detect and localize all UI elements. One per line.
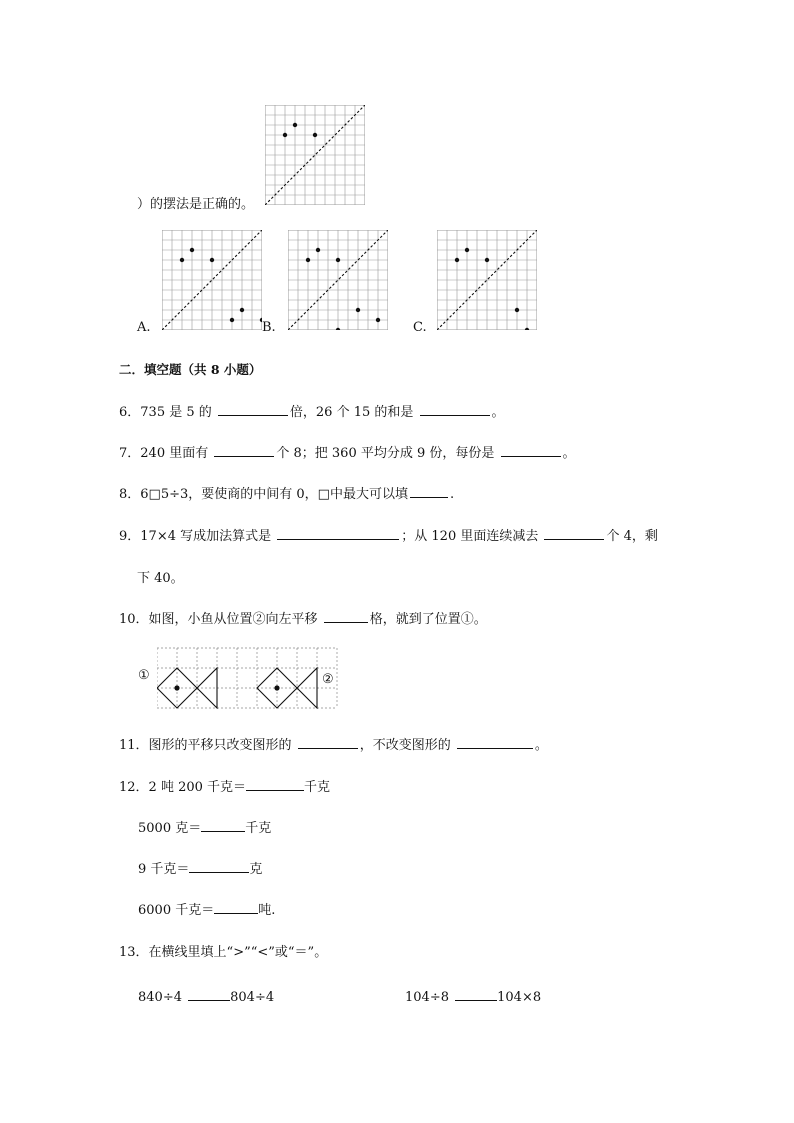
- grid-dot: [376, 318, 380, 322]
- grid-dot: [336, 258, 340, 262]
- q10-position-2-label: ②: [322, 672, 334, 687]
- q12-blank-1[interactable]: [246, 777, 304, 791]
- grid-dot: [356, 308, 360, 312]
- grid-dot: [190, 248, 194, 252]
- q6-blank-1[interactable]: [218, 402, 288, 416]
- grid-dot: [465, 248, 469, 252]
- grid-dot: [455, 258, 459, 262]
- q9-text-2: ；从 120 里面连续减去: [401, 529, 539, 544]
- q13-e1-right: 804÷4: [230, 990, 275, 1005]
- q13-e2-right: 104×8: [497, 990, 542, 1005]
- fish-1-eye: [174, 685, 179, 690]
- q12-blank-3[interactable]: [189, 859, 249, 873]
- question-9: [119, 525, 658, 544]
- q12-text-1a: 2 吨 200 千克＝: [148, 780, 247, 795]
- fish-2-eye: [274, 685, 279, 690]
- question-8: [119, 483, 454, 502]
- q9-blank-2[interactable]: [544, 526, 604, 540]
- question-13: [119, 941, 327, 960]
- q6-text-3: 。: [491, 405, 505, 420]
- question-12-line-4: [138, 899, 275, 918]
- grid-dot: [336, 328, 340, 330]
- q9-text-3: 个 4，剩: [606, 529, 658, 544]
- q9-number: 9．: [119, 529, 141, 544]
- q7-blank-2[interactable]: [501, 443, 561, 457]
- q5-option-b-label[interactable]: B.: [262, 320, 276, 335]
- q13-blank-2[interactable]: [455, 987, 497, 1001]
- q13-blank-1[interactable]: [188, 987, 230, 1001]
- q12-text-1b: 千克: [304, 780, 331, 795]
- question-6: [119, 401, 505, 420]
- q12-text-4a: 6000 千克＝: [138, 903, 215, 918]
- grid-dot: [230, 318, 234, 322]
- q10-text-1: 如图，小鱼从位置②向左平移: [148, 612, 318, 627]
- q13-text: 在横线里填上“>”“<”或“＝”。: [148, 945, 328, 960]
- question-12-line-1: [119, 776, 330, 795]
- q9-blank-1[interactable]: [277, 526, 399, 540]
- q13-expression-1: [138, 987, 274, 1005]
- question-12-line-2: [138, 817, 271, 836]
- grid-dot: [283, 133, 287, 137]
- grid-dot: [293, 123, 297, 127]
- q12-blank-4[interactable]: [214, 900, 258, 914]
- q10-position-1-label: ①: [138, 668, 150, 683]
- q11-blank-2[interactable]: [457, 735, 533, 749]
- q7-text-3: 。: [562, 446, 576, 461]
- q6-text-1: 735 是 5 的: [140, 405, 212, 420]
- section-title: 二．填空题（共 8 小题）: [119, 362, 262, 377]
- q5-option-a-grid[interactable]: [162, 230, 262, 330]
- grid-dot: [180, 258, 184, 262]
- grid-dot: [515, 308, 519, 312]
- grid-dot: [306, 258, 310, 262]
- q13-e2-left: 104÷8: [405, 990, 449, 1005]
- q11-text-2: ，不改变图形的: [359, 738, 451, 753]
- q5-suffix: ）的摆法是正确的。: [137, 197, 255, 212]
- q8-blank[interactable]: [410, 484, 448, 498]
- q5-option-c-label[interactable]: C.: [413, 320, 427, 335]
- q5-option-a-label[interactable]: A.: [137, 320, 151, 335]
- q7-text-1: 240 里面有: [140, 446, 209, 461]
- question-12-line-3: [138, 858, 262, 877]
- q9-line-2: 下 40。: [137, 571, 184, 586]
- q12-text-4b: 吨.: [258, 903, 276, 918]
- q12-number: 12．: [119, 780, 149, 795]
- q10-number: 10．: [119, 612, 149, 627]
- question-10: [119, 608, 487, 627]
- q10-text-2: 格，就到了位置①。: [369, 612, 487, 627]
- q12-text-2b: 千克: [245, 821, 272, 836]
- question-11: [119, 734, 548, 753]
- q5-example-grid: [265, 105, 365, 205]
- q12-blank-2[interactable]: [201, 818, 245, 832]
- grid-dot: [525, 328, 529, 330]
- q8-text-2: .: [449, 487, 455, 502]
- q7-blank-1[interactable]: [214, 443, 274, 457]
- grid-dot: [313, 133, 317, 137]
- q8-number: 8．: [119, 487, 141, 502]
- q11-text-3: 。: [534, 738, 548, 753]
- q12-text-3a: 9 千克＝: [138, 862, 190, 877]
- q11-text-1: 图形的平移只改变图形的: [148, 738, 292, 753]
- q9-text-1: 17×4 写成加法算式是: [140, 529, 272, 544]
- q6-text-2: 倍，26 个 15 的和是: [289, 405, 414, 420]
- q11-number: 11．: [119, 738, 149, 753]
- q13-e1-left: 840÷4: [138, 990, 182, 1005]
- q12-text-3b: 克: [249, 862, 263, 877]
- question-7: [119, 442, 576, 461]
- q12-text-2a: 5000 克＝: [138, 821, 202, 836]
- q10-fish-grid: [157, 647, 339, 709]
- grid-dot: [240, 308, 244, 312]
- q13-number: 13．: [119, 945, 149, 960]
- q5-option-c-grid[interactable]: [437, 230, 537, 330]
- grid-dot: [485, 258, 489, 262]
- q10-blank[interactable]: [324, 609, 368, 623]
- q6-number: 6．: [119, 405, 141, 420]
- q11-blank-1[interactable]: [298, 735, 358, 749]
- q13-expression-2: [405, 987, 541, 1005]
- q7-text-2: 个 8；把 360 平均分成 9 份，每份是: [276, 446, 495, 461]
- grid-dot: [316, 248, 320, 252]
- q7-number: 7．: [119, 446, 141, 461]
- grid-dot: [210, 258, 214, 262]
- q6-blank-2[interactable]: [420, 402, 490, 416]
- q8-text-1: 6□5÷3，要使商的中间有 0，□中最大可以填: [140, 487, 408, 502]
- q5-option-b-grid[interactable]: [288, 230, 388, 330]
